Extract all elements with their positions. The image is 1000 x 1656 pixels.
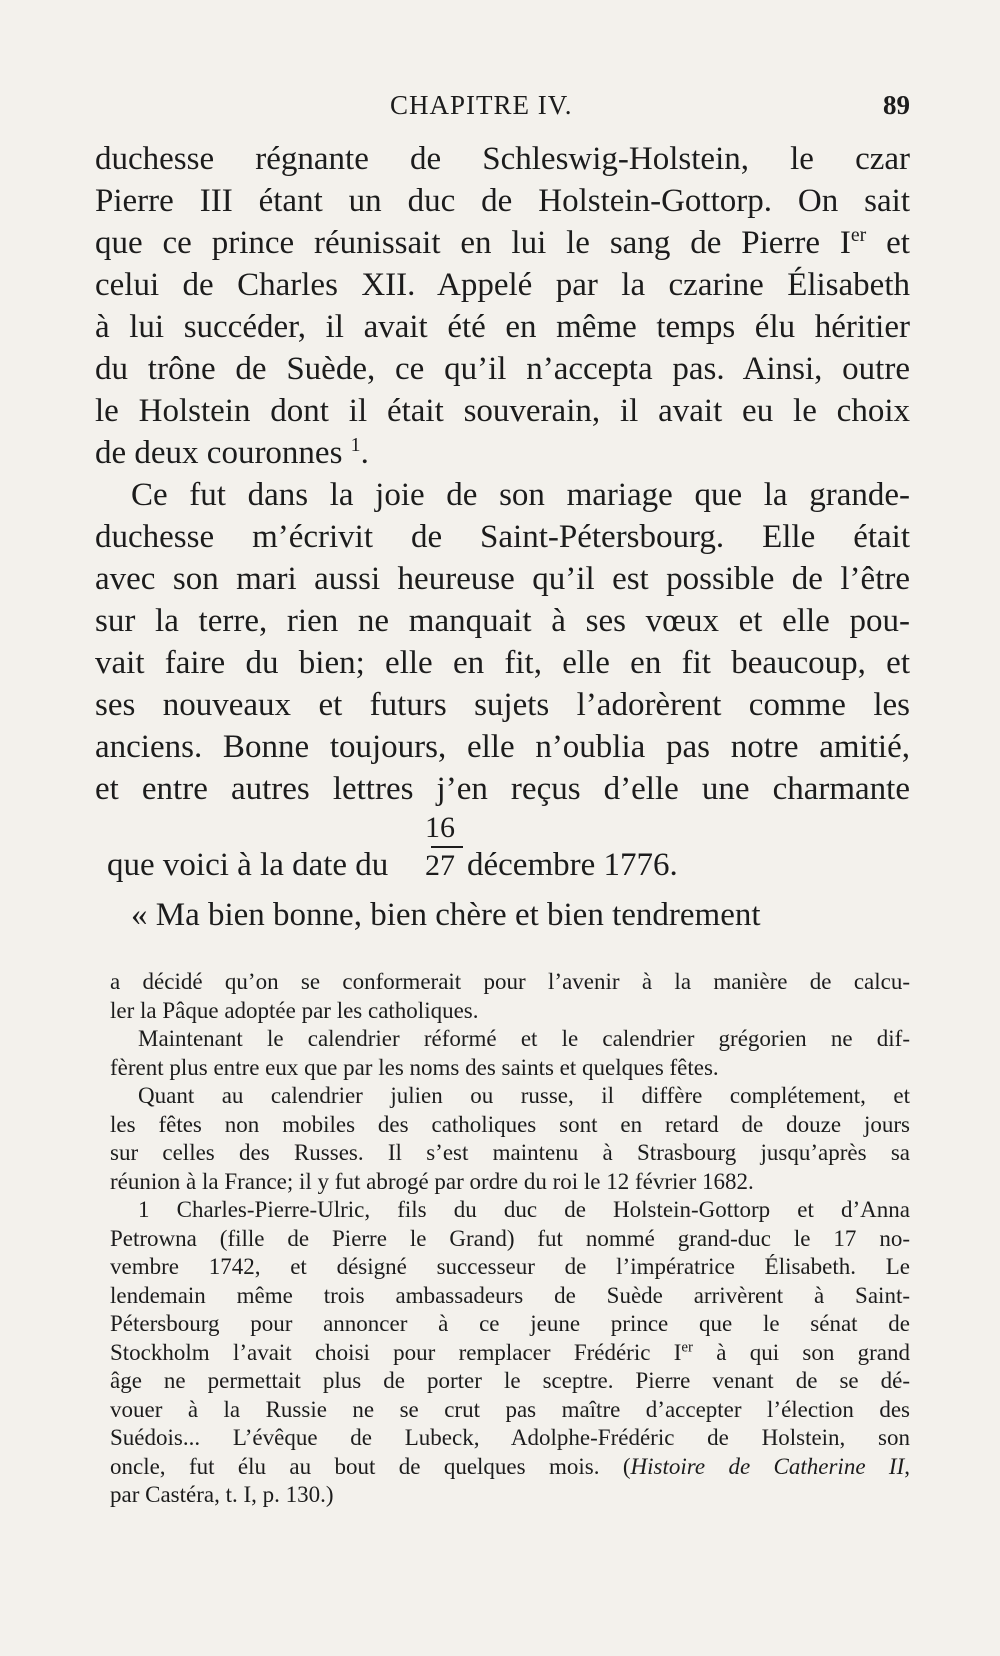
- date-line: [95, 810, 910, 888]
- date-line-after: décembre 1776.: [467, 847, 678, 883]
- fraction-denominator: 27: [425, 849, 455, 882]
- text-line: sur la terre, rien ne manquait à ses vœux et elle pou-: [95, 603, 910, 639]
- text-line: le Holstein dont il était souverain, il avait eu le choix: [95, 393, 910, 429]
- quote-line: « Ma bien bonne, bien chère et bien tendrement: [131, 897, 761, 933]
- footnote-marker: 1: [138, 1197, 150, 1222]
- superscript: er: [850, 224, 867, 246]
- text-line: à lui succéder, il avait été en même temps élu héritier: [95, 309, 910, 345]
- text-line: duchesse m’écrivit de Saint-Pétersbourg. Elle était: [95, 519, 910, 555]
- text-line: Pierre III étant un duc de Holstein-Gottorp. On sait: [95, 183, 910, 219]
- footnote-line: lendemain même trois ambassadeurs de Suède arrivèrent à Saint-: [110, 1282, 910, 1308]
- date-fraction: [425, 812, 469, 882]
- book-title: Histoire de Catherine II: [630, 1453, 905, 1479]
- footnote-line: Petrowna (fille de Pierre le Grand) fut nommé grand-duc le 17 no-: [110, 1225, 910, 1251]
- footnote-reference: 1: [350, 434, 361, 456]
- footnotes: [110, 968, 910, 1510]
- text-line: du trône de Suède, ce qu’il n’accepta pas. Ainsi, outre: [95, 351, 910, 387]
- note-line: fèrent plus entre eux que par les noms des saints et quelques fêtes.: [110, 1054, 719, 1080]
- chapter-title: CHAPITRE IV.: [390, 90, 573, 120]
- text-line: avec son mari aussi heureuse qu’il est possible de l’être: [95, 561, 910, 597]
- text-line: duchesse régnante de Schleswig-Holstein, le czar: [95, 141, 910, 177]
- footnote-line: Suédois... L’évêque de Lubeck, Adolphe-Frédéric de Holstein, son: [110, 1425, 910, 1450]
- fraction-bar: [431, 846, 463, 848]
- footnote-line: Stockholm l’avait choisi pour remplacer Frédéric Ier à qui son grand: [110, 1338, 910, 1365]
- text-line: ses nouveaux et futurs sujets l’adorèrent comme les: [95, 687, 910, 723]
- text-line: Ce fut dans la joie de son mariage que la grande-: [131, 477, 910, 513]
- text-line: anciens. Bonne toujours, elle n’oublia pas notre amitié,: [95, 729, 910, 765]
- main-text: [95, 138, 910, 936]
- note-line: ler la Pâque adoptée par les catholiques.: [110, 997, 479, 1023]
- date-line-before: que voici à la date du: [107, 847, 389, 883]
- note-line: Quant au calendrier julien ou russe, il diffère complétement, et: [138, 1083, 910, 1108]
- footnote-line: vouer à la Russie ne se crut pas maître d’accepter l’élection des: [110, 1396, 910, 1422]
- footnote-line: âge ne permettait plus de porter le sceptre. Pierre venant de se dé-: [110, 1368, 910, 1393]
- footnote-line: vembre 1742, et désigné successeur de l’impératrice Élisabeth. Le: [110, 1254, 910, 1279]
- text-line: vait faire du bien; elle en fit, elle en fit beaucoup, et: [95, 645, 910, 681]
- footnote-line: oncle, fut élu au bout de quelques mois. (Histoire de Catherine II,: [110, 1453, 910, 1479]
- footnote-line: Pétersbourg pour annoncer à ce jeune prince que le sénat de: [110, 1311, 910, 1336]
- running-head: [100, 90, 910, 130]
- footnote-line: 1 Charles-Pierre-Ulric, fils du duc de Holstein-Gottorp et d’Anna: [138, 1197, 910, 1222]
- note-line: Maintenant le calendrier réformé et le calendrier grégorien ne dif-: [138, 1026, 910, 1051]
- page-number: 89: [883, 90, 910, 120]
- fraction-numerator: 16: [425, 811, 455, 844]
- note-line: a décidé qu’on se conformerait pour l’avenir à la manière de calcu-: [110, 969, 910, 994]
- note-line: les fêtes non mobiles des catholiques sont en retard de douze jours: [110, 1111, 910, 1137]
- note-line: sur celles des Russes. Il s’est maintenu à Strasbourg jusqu’après sa: [110, 1140, 910, 1165]
- text-line: celui de Charles XII. Appelé par la czarine Élisabeth: [95, 267, 910, 303]
- note-line: réunion à la France; il y fut abrogé par ordre du roi le 12 février 1682.: [110, 1168, 754, 1194]
- superscript: er: [681, 1338, 693, 1355]
- text-line: et entre autres lettres j’en reçus d’elle une charmante: [95, 771, 910, 807]
- footnote-line: par Castéra, t. I, p. 130.): [110, 1482, 334, 1507]
- text-line: de deux couronnes $^1$.: [95, 434, 369, 471]
- text-line: que ce prince réunissait en lui le sang de Pierre Ier et: [95, 224, 910, 261]
